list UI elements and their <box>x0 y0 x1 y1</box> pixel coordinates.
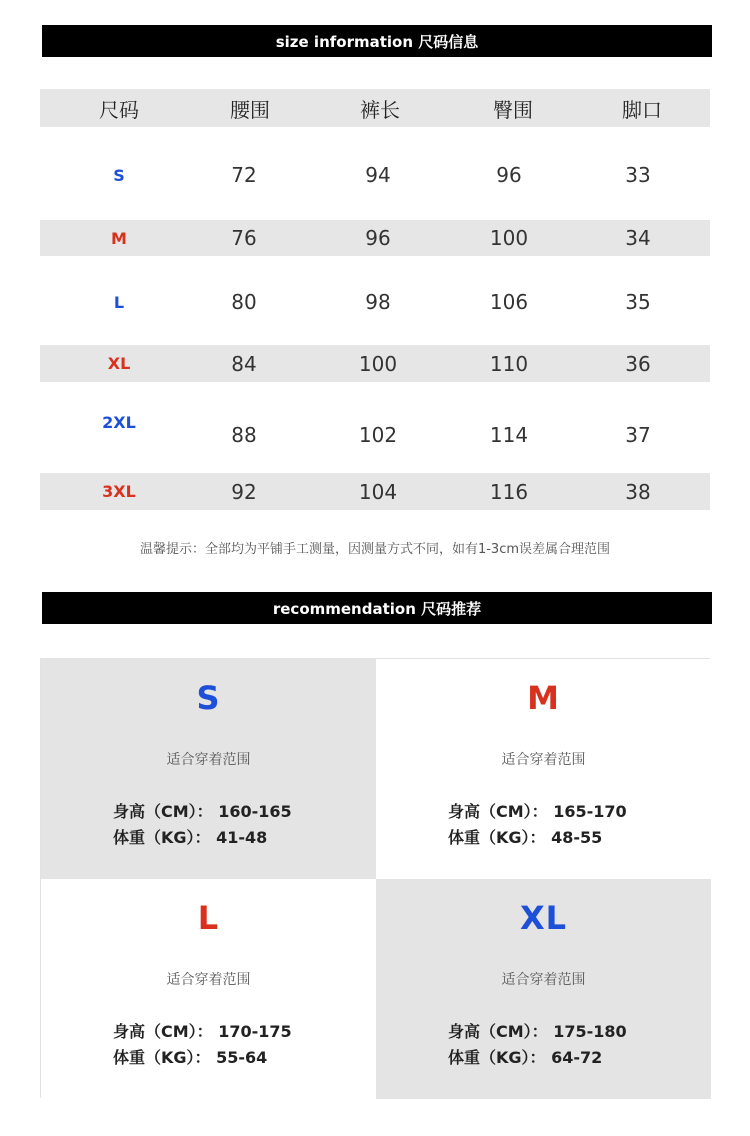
card-weight: 体重（KG）： 55-64 <box>113 1048 268 1067</box>
recommendation-card-l <box>41 879 376 1099</box>
waist-cell: 80 <box>231 290 257 314</box>
card-size-label: M <box>527 679 560 717</box>
size-cell: 3XL <box>102 482 136 501</box>
size-information-title: size information 尺码信息 <box>275 32 479 51</box>
size-cell: XL <box>107 354 131 373</box>
card-height: 身高（CM）： 165-170 <box>448 802 627 821</box>
waist-cell: 76 <box>231 226 257 250</box>
card-size-label: L <box>197 899 220 937</box>
recommendation-title: recommendation 尺码推荐 <box>272 599 482 618</box>
card-weight: 体重（KG）： 48-55 <box>448 828 603 847</box>
hem-cell: 36 <box>625 351 651 376</box>
card-size-label: S <box>196 679 221 717</box>
length-cell: 104 <box>358 479 398 504</box>
card-height: 身高（CM）： 170-175 <box>113 1022 292 1041</box>
waist-cell: 92 <box>231 479 257 504</box>
hip-cell: 110 <box>489 351 529 376</box>
card-weight: 体重（KG）： 64-72 <box>448 1048 603 1067</box>
hip-cell: 116 <box>489 479 529 504</box>
card-size-label: XL <box>519 899 568 937</box>
table-header-row <box>40 89 710 127</box>
length-cell: 100 <box>358 351 398 376</box>
size-cell: S <box>113 165 125 185</box>
measurement-note: 温馨提示：全部均为平铺手工测量，因测量方式不同，如有1-3cm误差属合理范围 <box>139 542 611 557</box>
hem-cell: 35 <box>625 290 651 314</box>
length-cell: 102 <box>358 423 398 447</box>
card-weight: 体重（KG）： 41-48 <box>113 828 268 847</box>
table-row <box>40 345 710 382</box>
size-cell: L <box>113 292 125 312</box>
hem-cell: 33 <box>625 163 651 187</box>
table-row <box>40 220 710 256</box>
header-length: 裤长 <box>360 97 400 122</box>
size-cell: M <box>111 228 127 248</box>
table-row <box>40 409 710 457</box>
recommendation-card-s <box>41 659 376 879</box>
card-fit-label: 适合穿着范围 <box>166 972 251 988</box>
length-cell: 96 <box>365 226 391 250</box>
recommendation-grid <box>40 658 710 1098</box>
card-height: 身高（CM）： 175-180 <box>448 1022 627 1041</box>
waist-cell: 88 <box>231 423 257 447</box>
card-fit-label: 适合穿着范围 <box>166 752 251 768</box>
size-information-banner <box>42 25 712 57</box>
waist-cell: 72 <box>231 163 257 187</box>
length-cell: 94 <box>365 163 391 187</box>
header-size: 尺码 <box>99 97 139 122</box>
header-hip: 臀围 <box>493 97 533 122</box>
hip-cell: 106 <box>489 290 529 314</box>
table-row <box>40 283 710 321</box>
hip-cell: 96 <box>496 163 522 187</box>
card-fit-label: 适合穿着范围 <box>501 972 586 988</box>
hem-cell: 37 <box>625 423 651 447</box>
header-hem: 脚口 <box>622 97 662 122</box>
header-waist: 腰围 <box>230 97 270 122</box>
waist-cell: 84 <box>231 351 257 376</box>
hip-cell: 100 <box>489 226 529 250</box>
size-cell: 2XL <box>102 413 136 432</box>
card-fit-label: 适合穿着范围 <box>501 752 586 768</box>
recommendation-banner <box>42 592 712 624</box>
recommendation-card-xl <box>376 879 711 1099</box>
table-row <box>40 473 710 510</box>
hem-cell: 38 <box>625 479 651 504</box>
card-height: 身高（CM）： 160-165 <box>113 802 292 821</box>
table-row <box>40 156 710 194</box>
recommendation-card-m <box>376 659 711 879</box>
length-cell: 98 <box>365 290 391 314</box>
hip-cell: 114 <box>489 423 529 447</box>
hem-cell: 34 <box>625 226 651 250</box>
